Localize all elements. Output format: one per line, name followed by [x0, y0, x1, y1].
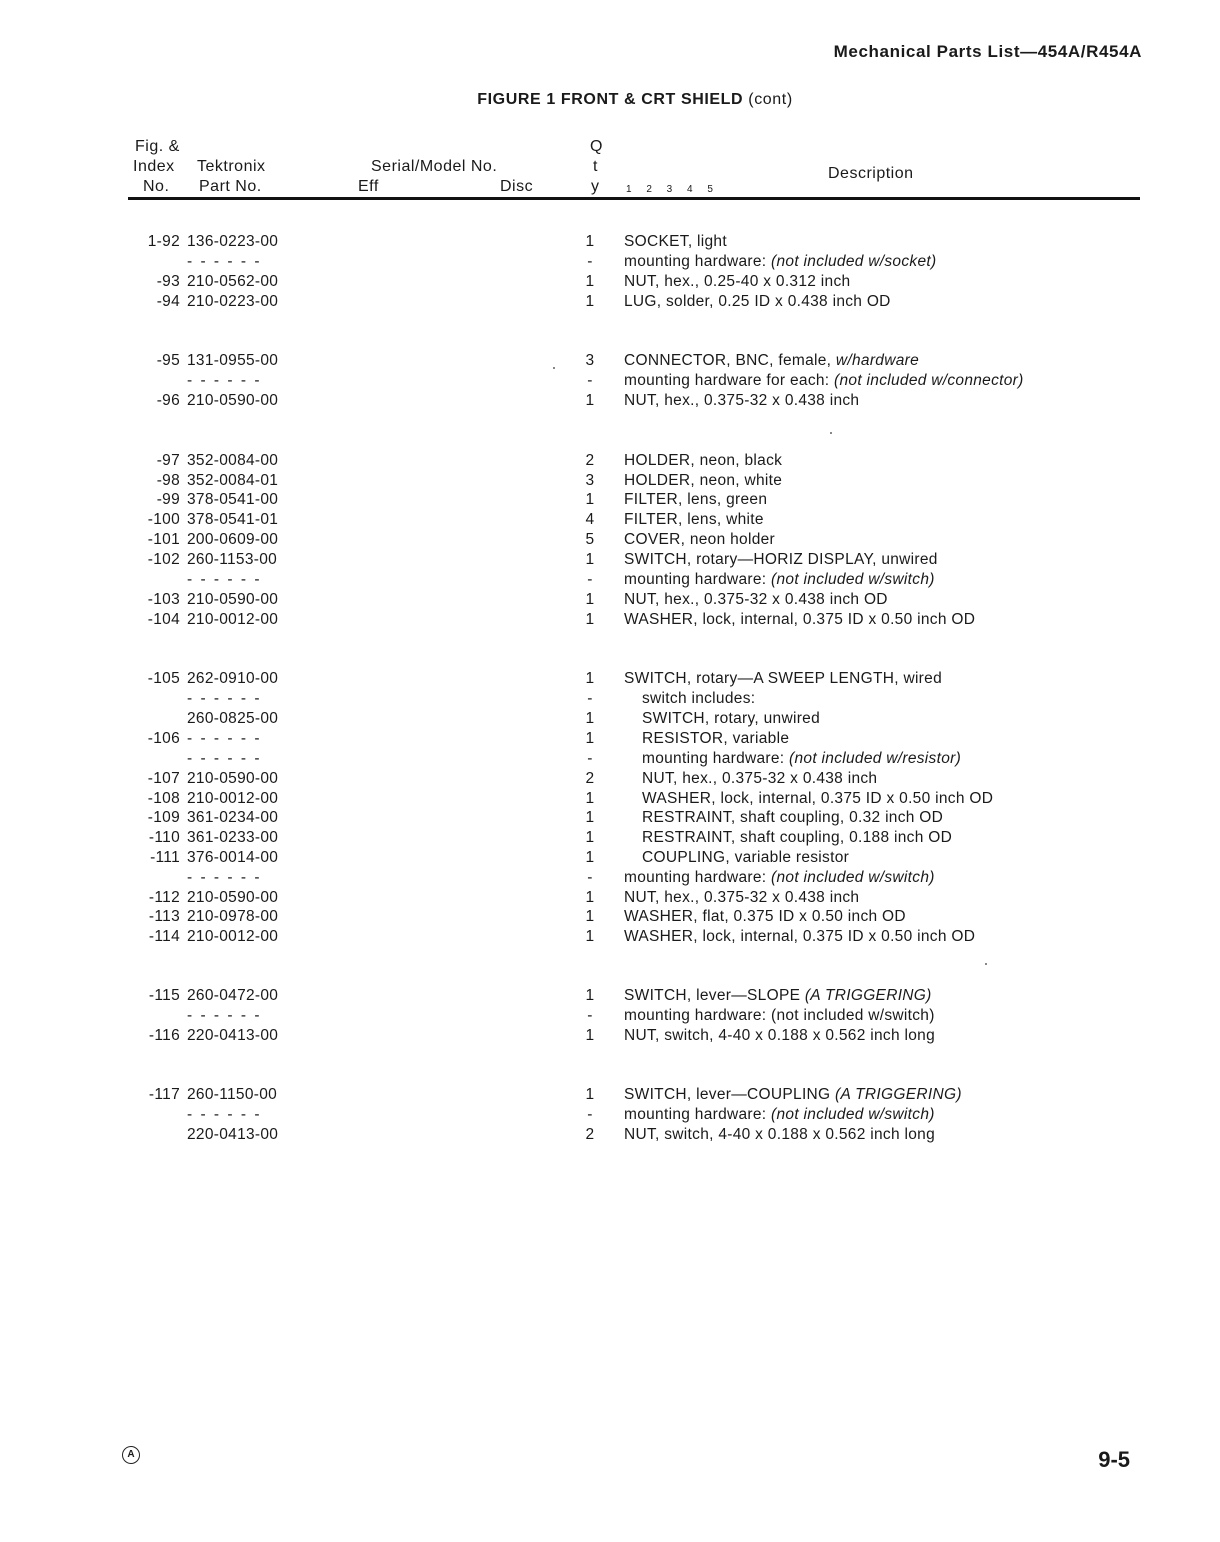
row-description	[624, 292, 891, 312]
header-y: y	[591, 178, 600, 195]
row-description	[624, 550, 938, 570]
row-quantity: -	[587, 1106, 593, 1123]
row-part-number: 376-0014-00	[187, 849, 279, 866]
row-description-note: (A TRIGGERING)	[804, 987, 932, 1004]
row-description-text: WASHER, flat, 0.375 ID x 0.50 inch OD	[624, 908, 906, 925]
row-description-text: NUT, switch, 4-40 x 0.188 x 0.562 inch long	[624, 1126, 936, 1143]
row-description	[642, 749, 961, 769]
row-description	[642, 709, 820, 729]
table-row	[0, 749, 1220, 769]
row-index: -99	[156, 491, 180, 508]
row-part-number: 378-0541-00	[187, 491, 279, 508]
row-index: -96	[156, 392, 180, 409]
row-index: -108	[147, 790, 180, 807]
row-description	[624, 570, 935, 590]
row-description	[642, 828, 952, 848]
table-row	[0, 789, 1220, 809]
table-row	[0, 610, 1220, 630]
row-part-number: 220-0413-00	[187, 1126, 279, 1143]
row-quantity: 2	[585, 452, 595, 469]
row-description-text: RESTRAINT, shaft coupling, 0.188 inch OD	[642, 829, 953, 846]
row-description-text: NUT, hex., 0.25-40 x 0.312 inch	[624, 273, 851, 290]
header-t: t	[593, 158, 598, 175]
row-description-text: WASHER, lock, internal, 0.375 ID x 0.50 inch OD	[624, 611, 976, 628]
table-row	[0, 1085, 1220, 1105]
row-description	[624, 510, 764, 530]
row-part-number: 361-0233-00	[187, 829, 279, 846]
header-disc: Disc	[500, 178, 534, 195]
row-description-text: NUT, switch, 4-40 x 0.188 x 0.562 inch long	[624, 1027, 936, 1044]
figure-title-suffix: (cont)	[748, 91, 793, 108]
row-quantity: 1	[585, 790, 595, 807]
row-index: -97	[156, 452, 180, 469]
row-description	[642, 789, 993, 809]
header-index: Index	[133, 158, 175, 175]
row-description-note: (not included w/connector)	[834, 372, 1024, 389]
row-part-number: 210-0562-00	[187, 273, 279, 290]
row-quantity: -	[587, 1007, 593, 1024]
row-part-number: - - - - - -	[187, 750, 262, 767]
row-description-text: COVER, neon holder	[624, 531, 776, 548]
row-index: -115	[148, 987, 180, 1004]
row-index: -105	[147, 670, 180, 687]
row-description	[624, 590, 888, 610]
row-part-number: 200-0609-00	[187, 531, 279, 548]
header-rule	[128, 197, 1140, 200]
running-head: Mechanical Parts List—454A/R454A	[833, 42, 1142, 61]
row-quantity: 1	[585, 710, 595, 727]
row-quantity: 1	[585, 611, 595, 628]
row-part-number: - - - - - -	[187, 571, 262, 588]
row-part-number: 260-0472-00	[187, 987, 279, 1004]
row-part-number: 361-0234-00	[187, 809, 279, 826]
row-description-text: mounting hardware:	[624, 869, 772, 886]
row-quantity: 1	[585, 273, 595, 290]
table-row	[0, 252, 1220, 272]
row-description	[624, 490, 767, 510]
row-description	[624, 907, 906, 927]
header-eff: Eff	[358, 178, 379, 195]
page-number: 9-5	[1098, 1447, 1130, 1472]
scan-speck	[985, 963, 987, 965]
row-description-note: (not included w/resistor)	[789, 750, 962, 767]
row-index: -102	[147, 551, 180, 568]
row-description-text: NUT, hex., 0.375-32 x 0.438 inch	[624, 392, 860, 409]
row-description	[624, 530, 775, 550]
row-description-text: NUT, hex., 0.375-32 x 0.438 inch OD	[624, 591, 888, 608]
table-row	[0, 550, 1220, 570]
row-part-number: - - - - - -	[187, 730, 262, 747]
row-index: -114	[148, 928, 180, 945]
row-quantity: 1	[585, 1027, 595, 1044]
figure-title-main: FIGURE 1 FRONT & CRT SHIELD	[477, 91, 744, 108]
row-quantity: 1	[585, 987, 595, 1004]
row-part-number: - - - - - -	[187, 372, 262, 389]
row-quantity: 5	[585, 531, 595, 548]
row-quantity: -	[587, 869, 593, 886]
footer-mark: A	[122, 1446, 140, 1464]
row-description-text: NUT, hex., 0.375-32 x 0.438 inch	[624, 889, 860, 906]
row-description	[624, 1006, 935, 1026]
row-index: 1-92	[147, 233, 180, 250]
table-row	[0, 1105, 1220, 1125]
scan-speck	[553, 367, 555, 369]
row-index: -110	[148, 829, 180, 846]
row-index: -101	[147, 531, 180, 548]
table-row	[0, 927, 1220, 947]
row-description-text: mounting hardware:	[624, 1106, 772, 1123]
row-part-number: 210-0978-00	[187, 908, 279, 925]
table-row	[0, 232, 1220, 252]
row-index: -111	[150, 849, 180, 866]
row-description-text: SOCKET, light	[624, 233, 727, 250]
row-part-number: 352-0084-01	[187, 472, 279, 489]
row-part-number: 378-0541-01	[187, 511, 279, 528]
row-description-text: WASHER, lock, internal, 0.375 ID x 0.50 inch OD	[624, 928, 976, 945]
row-quantity: 1	[585, 1086, 595, 1103]
header-q: Q	[590, 138, 603, 155]
row-description-text: CONNECTOR, BNC, female,	[624, 352, 836, 369]
row-quantity: 3	[585, 472, 595, 489]
row-description-text: switch includes:	[642, 690, 756, 707]
row-part-number: 352-0084-00	[187, 452, 279, 469]
row-quantity: -	[587, 690, 593, 707]
row-index: -104	[147, 611, 180, 628]
row-part-number: 210-0590-00	[187, 889, 279, 906]
row-quantity: 2	[585, 770, 595, 787]
row-description	[624, 391, 859, 411]
row-quantity: 1	[585, 908, 595, 925]
row-quantity: 1	[585, 233, 595, 250]
row-quantity: 1	[585, 392, 595, 409]
row-description-text: SWITCH, rotary—HORIZ DISPLAY, unwired	[624, 551, 938, 568]
header-serial-model: Serial/Model No.	[371, 158, 498, 175]
figure-title	[0, 91, 1220, 109]
row-quantity: -	[587, 750, 593, 767]
table-row	[0, 729, 1220, 749]
row-quantity: 1	[585, 670, 595, 687]
scan-speck	[830, 432, 832, 434]
row-part-number: - - - - - -	[187, 1106, 262, 1123]
row-index: -112	[148, 889, 180, 906]
row-part-number: - - - - - -	[187, 1007, 262, 1024]
row-quantity: 1	[585, 928, 595, 945]
table-row	[0, 769, 1220, 789]
row-quantity: -	[587, 571, 593, 588]
row-description	[624, 1026, 935, 1046]
row-part-number: 210-0590-00	[187, 392, 279, 409]
row-description-text: mounting hardware for each:	[624, 372, 835, 389]
table-row	[0, 451, 1220, 471]
row-description-text: mounting hardware: (not included w/switch)	[624, 1007, 935, 1024]
row-quantity: 3	[585, 352, 595, 369]
header-part-no: Part No.	[199, 178, 262, 195]
row-description	[624, 986, 932, 1006]
row-index: -93	[156, 273, 180, 290]
row-description	[624, 371, 1024, 391]
header-no: No.	[143, 178, 170, 195]
row-index: -117	[148, 1086, 180, 1103]
table-row	[0, 828, 1220, 848]
row-part-number: - - - - - -	[187, 253, 262, 270]
row-description	[642, 689, 755, 709]
table-row	[0, 570, 1220, 590]
row-description	[624, 451, 782, 471]
header-tektronix: Tektronix	[197, 158, 266, 175]
row-description-text: WASHER, lock, internal, 0.375 ID x 0.50 inch OD	[642, 790, 994, 807]
table-row	[0, 490, 1220, 510]
row-quantity: 1	[585, 591, 595, 608]
row-quantity: -	[587, 253, 593, 270]
row-description-text: SWITCH, lever—COUPLING	[624, 1086, 836, 1103]
row-description-text: FILTER, lens, green	[624, 491, 768, 508]
row-description	[624, 888, 859, 908]
header-fig: Fig. &	[135, 138, 180, 155]
row-description	[642, 729, 789, 749]
row-description	[624, 1085, 962, 1105]
row-description-text: mounting hardware:	[624, 571, 772, 588]
row-index: -103	[147, 591, 180, 608]
row-description-note: (not included w/switch)	[771, 1106, 935, 1123]
header-description: Description	[828, 165, 914, 182]
row-part-number: 131-0955-00	[187, 352, 279, 369]
row-quantity: 1	[585, 809, 595, 826]
row-quantity: -	[587, 372, 593, 389]
row-index: -100	[147, 511, 180, 528]
row-description-text: HOLDER, neon, black	[624, 452, 783, 469]
table-row	[0, 590, 1220, 610]
row-quantity: 1	[585, 730, 595, 747]
row-part-number: 210-0590-00	[187, 770, 279, 787]
table-row	[0, 292, 1220, 312]
row-index: -107	[147, 770, 180, 787]
row-index: -106	[147, 730, 180, 747]
table-row	[0, 907, 1220, 927]
row-quantity: 2	[585, 1126, 595, 1143]
row-description-note: (not included w/socket)	[771, 253, 937, 270]
row-description-text: LUG, solder, 0.25 ID x 0.438 inch OD	[624, 293, 891, 310]
table-row	[0, 272, 1220, 292]
table-row	[0, 510, 1220, 530]
table-row	[0, 709, 1220, 729]
row-index: -109	[147, 809, 180, 826]
row-description	[624, 1125, 935, 1145]
row-description	[624, 610, 975, 630]
row-description-text: HOLDER, neon, white	[624, 472, 783, 489]
row-description-text: mounting hardware:	[624, 253, 772, 270]
row-description	[624, 232, 727, 252]
row-index: -94	[156, 293, 180, 310]
row-quantity: 4	[585, 511, 595, 528]
row-description	[642, 848, 849, 868]
row-description	[624, 351, 919, 371]
row-description	[624, 471, 782, 491]
table-row	[0, 868, 1220, 888]
row-part-number: 260-0825-00	[187, 710, 279, 727]
row-description	[624, 669, 942, 689]
row-quantity: 1	[585, 293, 595, 310]
row-description-note: w/hardware	[835, 352, 920, 369]
row-description-text: RESTRAINT, shaft coupling, 0.32 inch OD	[642, 809, 944, 826]
row-part-number: 210-0590-00	[187, 591, 279, 608]
row-quantity: 1	[585, 849, 595, 866]
row-part-number: 210-0012-00	[187, 790, 279, 807]
row-description	[624, 252, 936, 272]
row-part-number: 210-0012-00	[187, 611, 279, 628]
row-description	[624, 927, 975, 947]
row-part-number: - - - - - -	[187, 690, 262, 707]
table-row	[0, 391, 1220, 411]
row-quantity: 1	[585, 889, 595, 906]
table-row	[0, 471, 1220, 491]
row-quantity: 1	[585, 829, 595, 846]
row-index: -116	[148, 1027, 180, 1044]
row-description	[642, 808, 943, 828]
table-row	[0, 689, 1220, 709]
row-part-number: 136-0223-00	[187, 233, 279, 250]
row-description-text: FILTER, lens, white	[624, 511, 764, 528]
row-quantity: 1	[585, 491, 595, 508]
row-index: -113	[148, 908, 180, 925]
table-row	[0, 848, 1220, 868]
row-description-text: COUPLING, variable resistor	[642, 849, 850, 866]
row-description	[624, 868, 935, 888]
header-indent-scale: 1 2 3 4 5	[626, 184, 719, 195]
row-description-text: SWITCH, lever—SLOPE	[624, 987, 805, 1004]
row-part-number: - - - - - -	[187, 869, 262, 886]
row-description	[642, 769, 877, 789]
table-row	[0, 986, 1220, 1006]
row-description-text: RESISTOR, variable	[642, 730, 790, 747]
row-index: -95	[156, 352, 180, 369]
table-row	[0, 669, 1220, 689]
row-description-text: SWITCH, rotary, unwired	[642, 710, 821, 727]
row-part-number: 260-1153-00	[187, 551, 278, 568]
row-description-note: (not included w/switch)	[771, 571, 935, 588]
row-description	[624, 1105, 935, 1125]
row-part-number: 210-0012-00	[187, 928, 279, 945]
row-part-number: 260-1150-00	[187, 1086, 278, 1103]
table-row	[0, 1125, 1220, 1145]
table-row	[0, 1006, 1220, 1026]
table-row	[0, 808, 1220, 828]
table-row	[0, 351, 1220, 371]
row-index: -98	[156, 472, 180, 489]
row-part-number: 262-0910-00	[187, 670, 279, 687]
row-description-note: (A TRIGGERING)	[835, 1086, 962, 1103]
table-row	[0, 530, 1220, 550]
row-part-number: 210-0223-00	[187, 293, 279, 310]
row-part-number: 220-0413-00	[187, 1027, 279, 1044]
row-quantity: 1	[585, 551, 595, 568]
row-description-text: mounting hardware:	[642, 750, 790, 767]
row-description-text: NUT, hex., 0.375-32 x 0.438 inch	[642, 770, 878, 787]
row-description-note: (not included w/switch)	[771, 869, 935, 886]
table-row	[0, 888, 1220, 908]
row-description	[624, 272, 850, 292]
table-row	[0, 1026, 1220, 1046]
table-row	[0, 371, 1220, 391]
row-description-text: SWITCH, rotary—A SWEEP LENGTH, wired	[624, 670, 942, 687]
